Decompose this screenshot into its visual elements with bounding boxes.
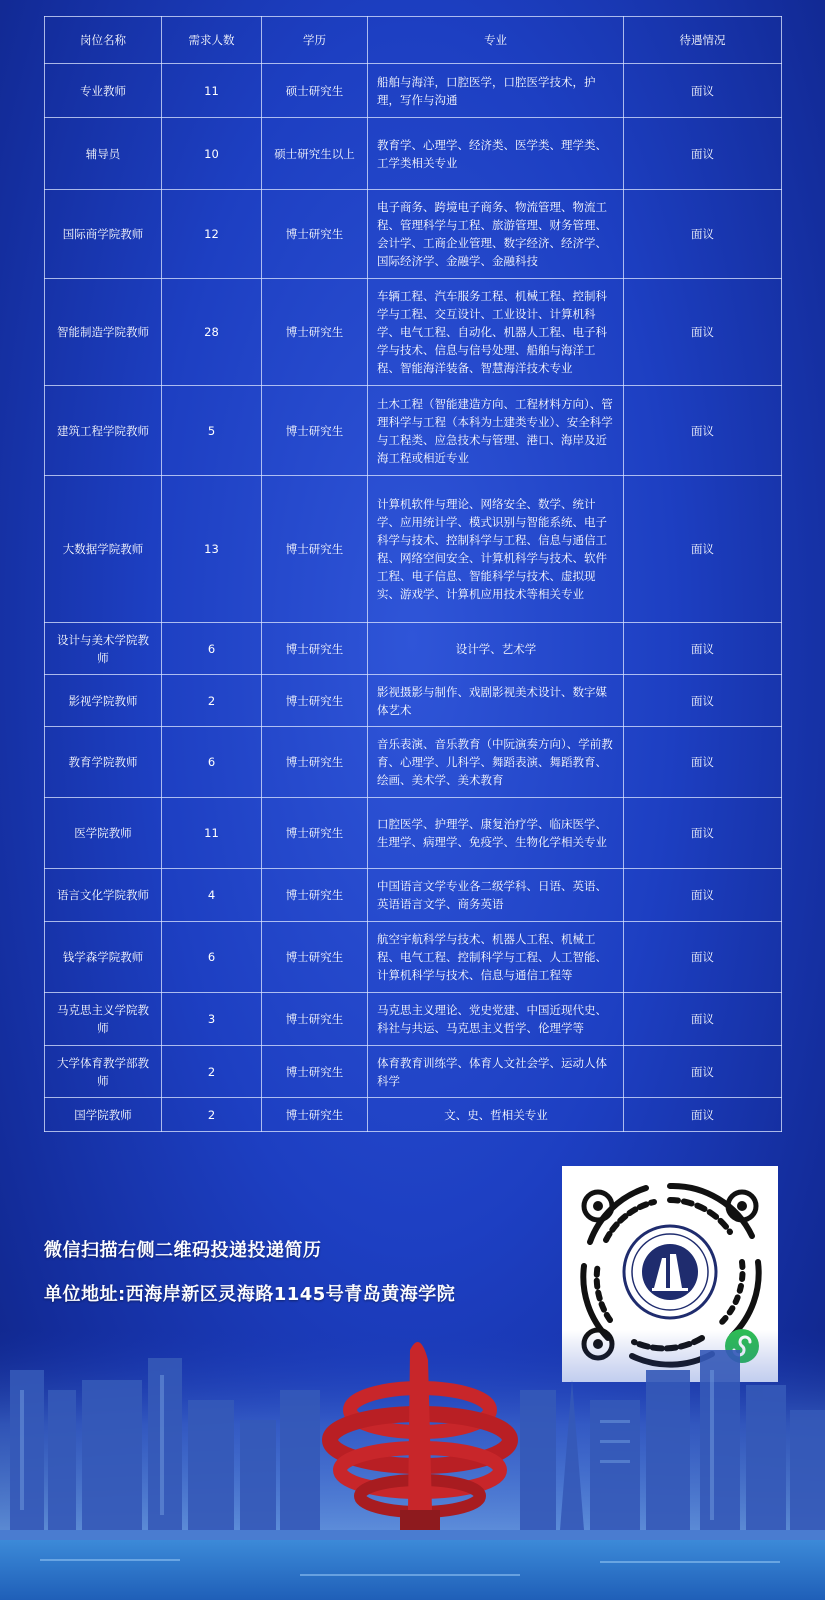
table-row [45, 190, 782, 279]
table-row [45, 727, 782, 798]
cell-major: 车辆工程、汽车服务工程、机械工程、控制科学与工程、交互设计、工业设计、计算机科学、电气工程、自动化、机器人工程、电子科学与技术、信息与信号处理、船舶与海洋工程、智能海洋装备、智慧海洋技术专业 [368, 279, 624, 386]
school-seal-logo [624, 1226, 716, 1318]
cell-salary: 面议 [624, 476, 782, 623]
cell-degree: 硕士研究生以上 [262, 118, 368, 190]
table-row [45, 922, 782, 993]
cell-salary: 面议 [624, 675, 782, 727]
cell-degree: 博士研究生 [262, 675, 368, 727]
cell-degree: 博士研究生 [262, 993, 368, 1046]
header-major: 专业 [368, 17, 624, 64]
city-skyline-illustration [0, 1330, 825, 1600]
cell-count: 12 [162, 190, 262, 279]
cell-salary: 面议 [624, 64, 782, 118]
cell-major: 体育教育训练学、体育人文社会学、运动人体科学 [368, 1046, 624, 1098]
cell-salary: 面议 [624, 279, 782, 386]
table-row [45, 993, 782, 1046]
cell-salary: 面议 [624, 386, 782, 476]
table-row [45, 798, 782, 869]
cell-count: 28 [162, 279, 262, 386]
cell-position: 语言文化学院教师 [45, 869, 162, 922]
cell-count: 6 [162, 623, 262, 675]
table-row [45, 279, 782, 386]
cell-major: 文、史、哲相关专业 [368, 1098, 624, 1132]
cell-degree: 硕士研究生 [262, 64, 368, 118]
cell-position: 大学体育教学部教师 [45, 1046, 162, 1098]
cell-count: 2 [162, 1098, 262, 1132]
cell-major: 计算机软件与理论、网络安全、数学、统计学、应用统计学、模式识别与智能系统、电子科学与技术、控制科学与工程、信息与通信工程、网络空间安全、计算机科学与技术、软件工程、电子信息、智能科学与技术、虚拟现实、游戏学、计算机应用技术等相关专业 [368, 476, 624, 623]
cell-degree: 博士研究生 [262, 798, 368, 869]
cell-major: 马克思主义理论、党史党建、中国近现代史、科社与共运、马克思主义哲学、伦理学等 [368, 993, 624, 1046]
cell-degree: 博士研究生 [262, 623, 368, 675]
cell-position: 建筑工程学院教师 [45, 386, 162, 476]
scan-instruction-text: 微信扫描右侧二维码投递投递简历 [44, 1240, 322, 1261]
cell-count: 6 [162, 922, 262, 993]
cell-major: 影视摄影与制作、戏剧影视美术设计、数字媒体艺术 [368, 675, 624, 727]
cell-position: 国际商学院教师 [45, 190, 162, 279]
cell-degree: 博士研究生 [262, 869, 368, 922]
cell-count: 2 [162, 675, 262, 727]
cell-position: 影视学院教师 [45, 675, 162, 727]
cell-salary: 面议 [624, 1098, 782, 1132]
address-text: 单位地址:西海岸新区灵海路1145号青岛黄海学院 [44, 1284, 456, 1305]
table-row [45, 869, 782, 922]
cell-degree: 博士研究生 [262, 1098, 368, 1132]
cell-count: 10 [162, 118, 262, 190]
cell-degree: 博士研究生 [262, 922, 368, 993]
table-row [45, 118, 782, 190]
cell-salary: 面议 [624, 922, 782, 993]
header-count: 需求人数 [162, 17, 262, 64]
recruitment-table [44, 16, 782, 1132]
cell-salary: 面议 [624, 993, 782, 1046]
cell-count: 11 [162, 64, 262, 118]
header-degree: 学历 [262, 17, 368, 64]
table-row [45, 675, 782, 727]
cell-position: 大数据学院教师 [45, 476, 162, 623]
cell-major: 电子商务、跨境电子商务、物流管理、物流工程、管理科学与工程、旅游管理、财务管理、会计学、工商企业管理、数字经济、经济学、国际经济学、金融学、金融科技 [368, 190, 624, 279]
cell-major: 音乐表演、音乐教育（中阮演奏方向）、学前教育、心理学、儿科学、舞蹈表演、舞蹈教育、绘画、美术学、美术教育 [368, 727, 624, 798]
cell-count: 6 [162, 727, 262, 798]
header-position: 岗位名称 [45, 17, 162, 64]
cell-position: 教育学院教师 [45, 727, 162, 798]
cell-salary: 面议 [624, 190, 782, 279]
cell-position: 国学院教师 [45, 1098, 162, 1132]
cell-salary: 面议 [624, 869, 782, 922]
cell-count: 13 [162, 476, 262, 623]
table-row [45, 386, 782, 476]
table-row [45, 623, 782, 675]
cell-major: 船舶与海洋，口腔医学，口腔医学技术，护理，写作与沟通 [368, 64, 624, 118]
cell-position: 设计与美术学院教师 [45, 623, 162, 675]
table-row [45, 1098, 782, 1132]
cell-degree: 博士研究生 [262, 386, 368, 476]
cell-salary: 面议 [624, 1046, 782, 1098]
cell-salary: 面议 [624, 727, 782, 798]
table-header-row [45, 17, 782, 64]
cell-major: 教育学、心理学、经济类、医学类、理学类、工学类相关专业 [368, 118, 624, 190]
cell-degree: 博士研究生 [262, 190, 368, 279]
cell-position: 智能制造学院教师 [45, 279, 162, 386]
recruitment-table-wrap [44, 16, 781, 1132]
table-row [45, 476, 782, 623]
table-row [45, 64, 782, 118]
cell-position: 辅导员 [45, 118, 162, 190]
cell-major: 土木工程（智能建造方向、工程材料方向）、管理科学与工程（本科为土建类专业）、安全科学与工程类、应急技术与管理、港口、海岸及近海工程或相近专业 [368, 386, 624, 476]
cell-major: 航空宇航科学与技术、机器人工程、机械工程、电气工程、控制科学与工程、人工智能、计算机科学与技术、信息与通信工程等 [368, 922, 624, 993]
cell-major: 设计学、艺术学 [368, 623, 624, 675]
cell-position: 钱学森学院教师 [45, 922, 162, 993]
cell-degree: 博士研究生 [262, 476, 368, 623]
cell-position: 马克思主义学院教师 [45, 993, 162, 1046]
cell-count: 4 [162, 869, 262, 922]
cell-count: 5 [162, 386, 262, 476]
cell-position: 专业教师 [45, 64, 162, 118]
cell-salary: 面议 [624, 118, 782, 190]
header-salary: 待遇情况 [624, 17, 782, 64]
cell-salary: 面议 [624, 798, 782, 869]
cell-count: 3 [162, 993, 262, 1046]
cell-count: 2 [162, 1046, 262, 1098]
cell-salary: 面议 [624, 623, 782, 675]
cell-position: 医学院教师 [45, 798, 162, 869]
cell-count: 11 [162, 798, 262, 869]
table-row [45, 1046, 782, 1098]
cell-major: 中国语言文学专业各二级学科、日语、英语、英语语言文学、商务英语 [368, 869, 624, 922]
cell-major: 口腔医学、护理学、康复治疗学、临床医学、生理学、病理学、免疫学、生物化学相关专业 [368, 798, 624, 869]
cell-degree: 博士研究生 [262, 279, 368, 386]
cell-degree: 博士研究生 [262, 1046, 368, 1098]
cell-degree: 博士研究生 [262, 727, 368, 798]
